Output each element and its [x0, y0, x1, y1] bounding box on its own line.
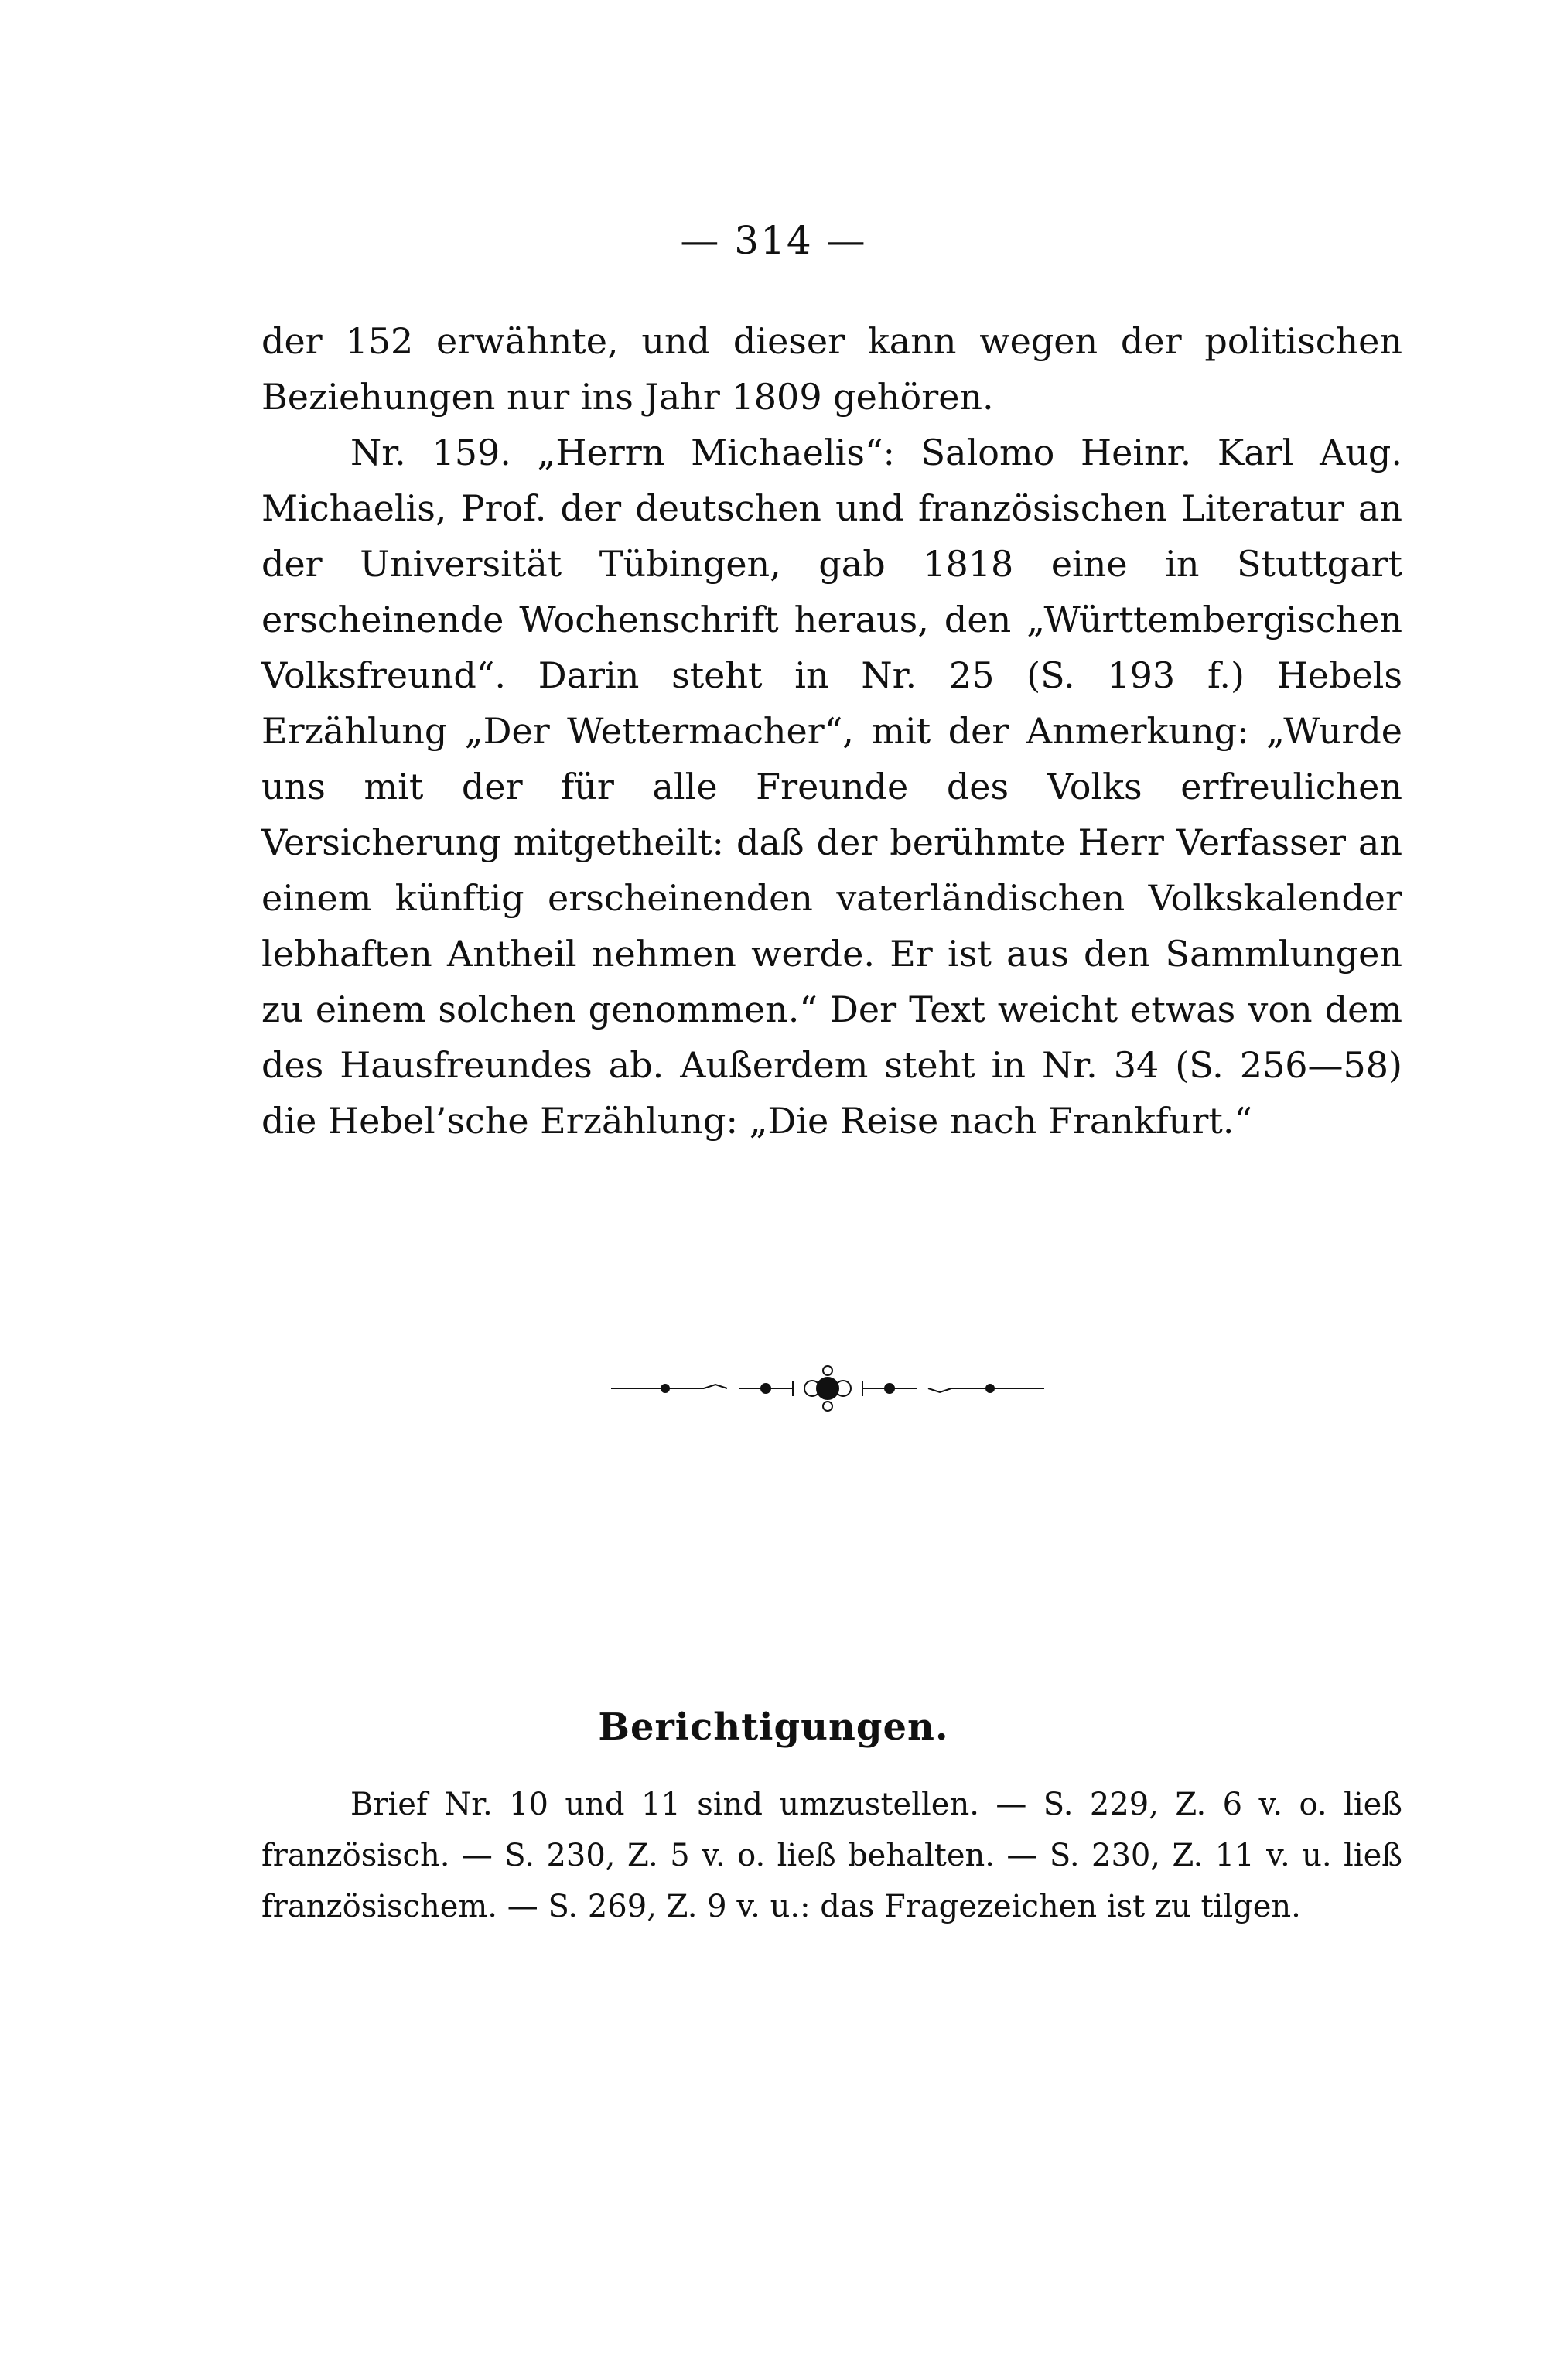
corrections-text: Brief Nr. 10 und 11 sind umzustellen. — S. 229, Z. 6 v. o. ließ französisch. — S. 230, Z. 5 v. o. ließ behalten. — S. 230, Z. 11 v. u. ließ französischem. — S. 269, Z. 9 v. u.: das Fragezeichen ist zu tilgen. — [261, 1787, 1402, 1924]
main-text — [261, 313, 1402, 1149]
paragraph-note-159: Nr. 159. „Herrn Michaelis“: Salomo Heinr. Karl Aug. Michaelis, Prof. der deutschen und französischen Literatur an der Universität Tübingen, gab 1818 eine in Stuttgart erscheinende Wochenschrift heraus, den „Württembergischen Volksfreund“. Darin steht in Nr. 25 (S. 193 f.) Hebels Erzählung „Der Wettermacher“, mit der Anmerkung: „Wurde uns mit der für alle Freunde des Volks erfreulichen Versicherung mitgetheilt: daß der berühmte Herr Verfasser an einem künftig erscheinenden vaterländischen Volkskalender lebhaften Antheil nehmen werde. Er ist aus den Sammlungen zu einem solchen genommen.“ Der Text weicht etwas von dem des Hausfreundes ab. Außerdem steht in Nr. 34 (S. 256—58) die Hebel’sche Erzählung: „Die Reise nach Frankfurt.“ — [261, 432, 1402, 1142]
paragraph-continuation: der 152 erwähnte, und dieser kann wegen der politischen Beziehungen nur ins Jahr 1809 gehören. — [261, 320, 1402, 418]
corrections-heading: Berichtigungen. — [598, 1706, 949, 1749]
section-ornament — [611, 1361, 1044, 1415]
page-number: — 314 — — [680, 218, 867, 263]
